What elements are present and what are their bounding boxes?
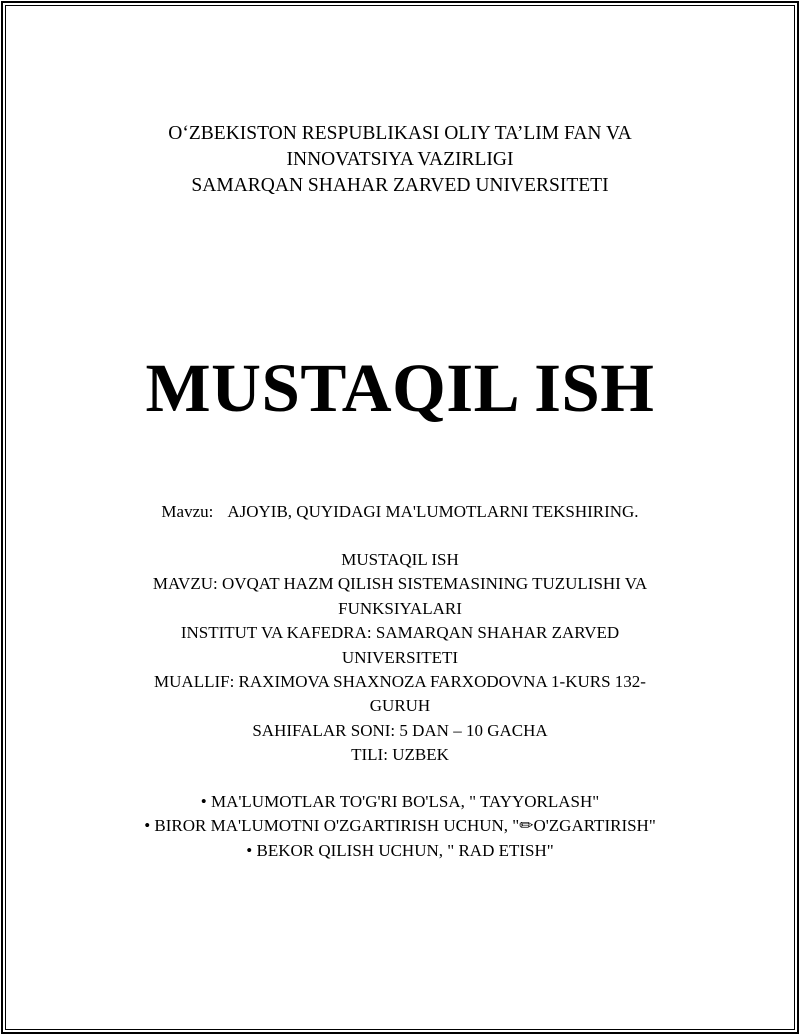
header-line-3: SAMARQAN SHAHAR ZARVED UNIVERSITETI xyxy=(191,175,609,196)
details-line: UNIVERSITETI xyxy=(341,647,459,667)
details-line: MUSTAQIL ISH xyxy=(341,550,459,569)
instruction-item: • BEKOR QILISH UCHUN, " RAD ETISH" xyxy=(246,840,554,860)
document-title: MUSTAQIL ISH xyxy=(145,350,655,426)
details-line: MAVZU: OVQAT HAZM QILISH SISTEMASINING TUZULISHI VA xyxy=(152,574,648,594)
instruction-item: • BIROR MA'LUMOTNI O'ZGARTIRISH UCHUN, "✏O'ZGARTIRISH" xyxy=(144,816,656,836)
topic-line xyxy=(0,500,800,524)
header-line-1: O‘ZBEKISTON RESPUBLIKASI OLIY TA’LIM FAN VA xyxy=(168,123,632,144)
details-block xyxy=(0,548,800,768)
instruction-item: • MA'LUMOTLAR TO'G'RI BO'LSA, " TAYYORLASH" xyxy=(200,792,600,811)
details-line: FUNKSIYALARI xyxy=(338,598,462,618)
details-line: MUALLIF: RAXIMOVA SHAXNOZA FARXODOVNA 1-KURS 132- xyxy=(154,672,646,692)
details-line: SAHIFALAR SONI: 5 DAN – 10 GACHA xyxy=(252,720,548,740)
topic-value: AJOYIB, QUYIDAGI MA'LUMOTLARNI TEKSHIRING. xyxy=(227,502,639,521)
institution-header xyxy=(0,121,800,199)
header-line-2: INNOVATSIYA VAZIRLIGI xyxy=(286,149,514,170)
topic-label: Mavzu: xyxy=(161,502,214,521)
details-line: INSTITUT VA KAFEDRA: SAMARQAN SHAHAR ZARVED xyxy=(180,623,620,643)
details-line: GURUH xyxy=(369,696,431,716)
instructions-list xyxy=(0,790,800,863)
details-line: TILI: UZBEK xyxy=(351,745,449,765)
